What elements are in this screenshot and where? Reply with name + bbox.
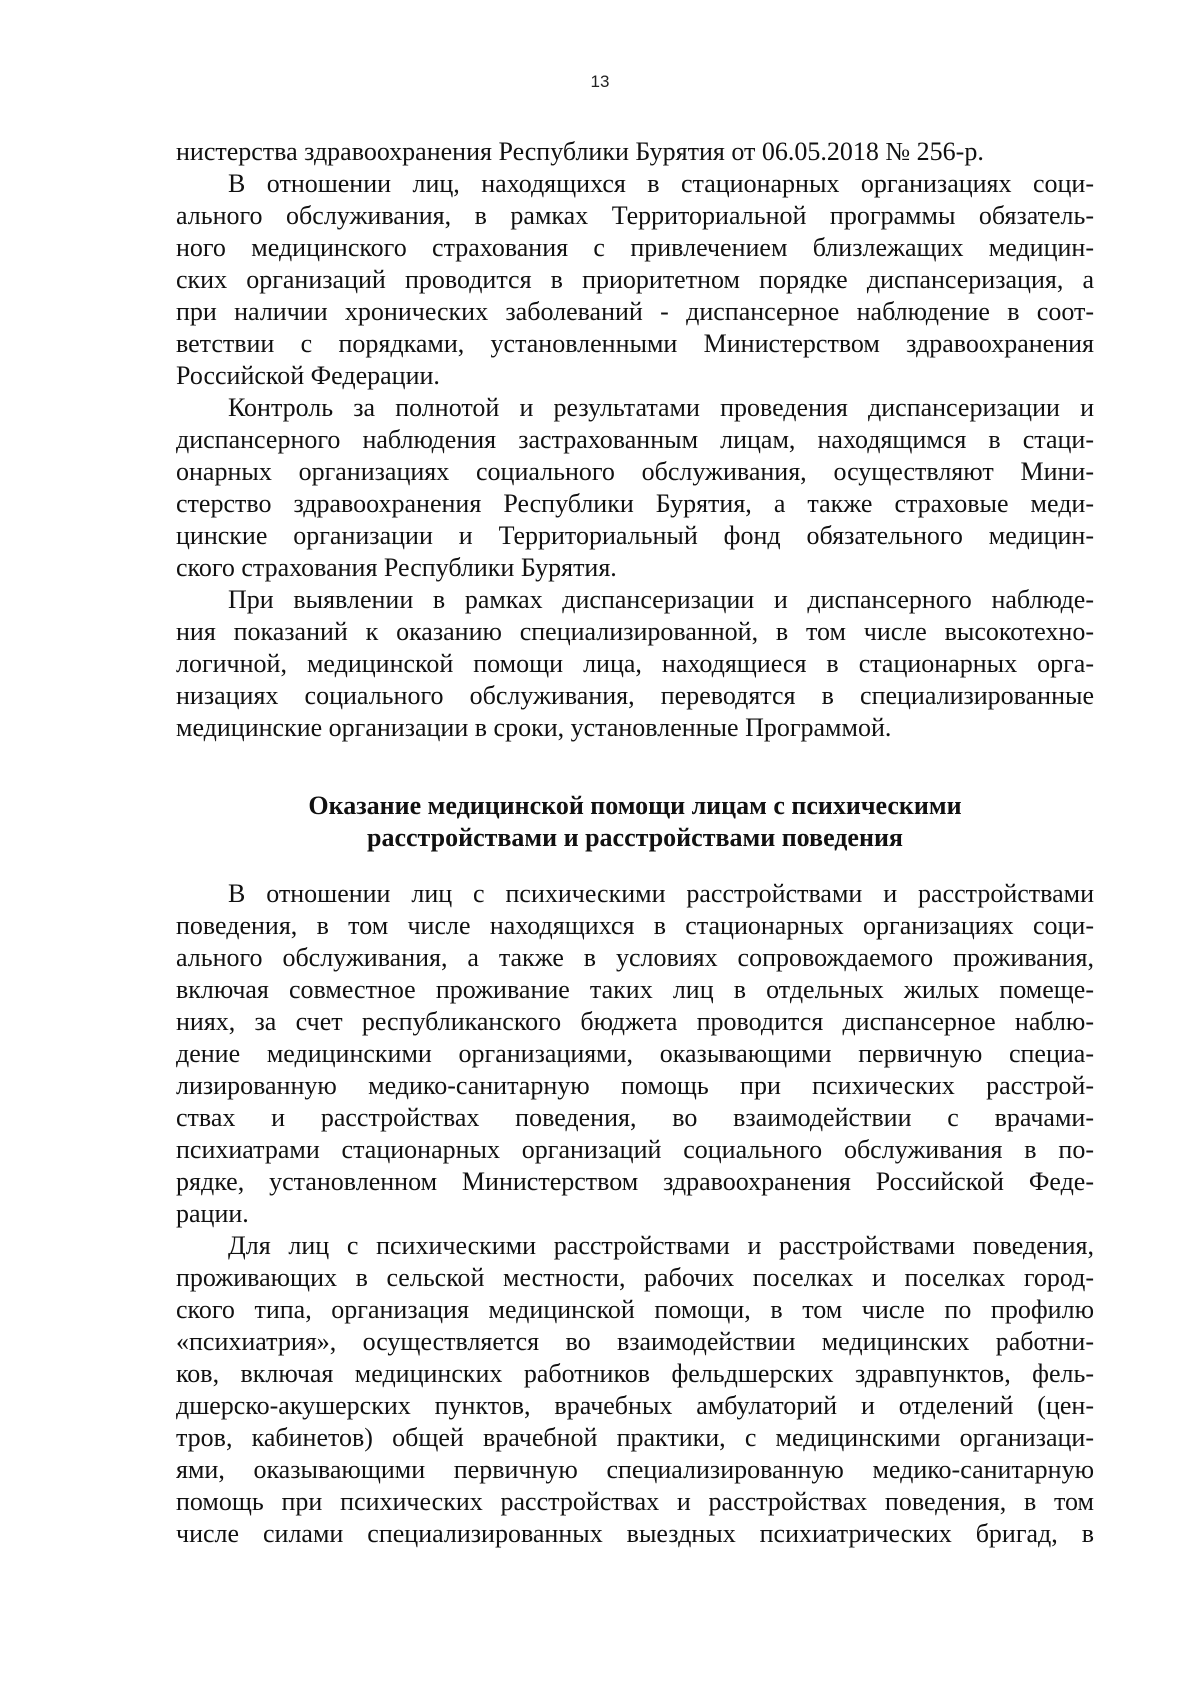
mental-health-text-line: ского типа, организация медицинской помощи, в том числе по профилю xyxy=(176,1295,1094,1324)
intro-text-line: ского страхования Республики Бурятия. xyxy=(176,553,617,582)
mental-health-text-line: рядке, установленном Министерством здравоохранения Российской Феде- xyxy=(176,1167,1094,1196)
mental-health-text-line: поведения, в том числе находящихся в стационарных организациях соци- xyxy=(176,911,1094,940)
intro-text-line: ских организаций проводится в приоритетном порядке диспансеризация, а xyxy=(176,265,1094,294)
intro-text-line: нистерства здравоохранения Республики Бурятия от 06.05.2018 № 256-р. xyxy=(176,137,984,166)
mental-health-text-line: «психиатрия», осуществляется во взаимодействии медицинских работни- xyxy=(176,1327,1094,1356)
intro-text-line: ного медицинского страхования с привлечением близлежащих медицин- xyxy=(176,233,1094,262)
mental-health-text-line: ков, включая медицинских работников фельдшерских здравпунктов, фель- xyxy=(176,1359,1094,1388)
mental-health-text-line: психиатрами стационарных организаций социального обслуживания в по- xyxy=(176,1135,1094,1164)
intro-text-line: диспансерного наблюдения застрахованным лицам, находящимся в стаци- xyxy=(176,425,1094,454)
intro-text-line: Контроль за полнотой и результатами проведения диспансеризации и xyxy=(228,393,1094,422)
intro-text-line: низациях социального обслуживания, переводятся в специализированные xyxy=(176,681,1094,710)
heading-line: расстройствами и расстройствами поведения xyxy=(367,823,903,852)
mental-health-text-line: лизированную медико-санитарную помощь при психических расстрой- xyxy=(176,1071,1094,1100)
intro-text-line: В отношении лиц, находящихся в стационарных организациях соци- xyxy=(228,169,1094,198)
intro-text-line: стерство здравоохранения Республики Бурятия, а также страховые меди- xyxy=(176,489,1094,518)
mental-health-text-line: ниях, за счет республиканского бюджета проводится диспансерное наблю- xyxy=(176,1007,1094,1036)
intro-text-line: цинские организации и Территориальный фонд обязательного медицин- xyxy=(176,521,1094,550)
mental-health-text-line: тров, кабинетов) общей врачебной практики, с медицинскими организаци- xyxy=(176,1423,1094,1452)
mental-health-text-line: проживающих в сельской местности, рабочих поселках и поселках город- xyxy=(176,1263,1094,1292)
intro-text-line: логичной, медицинской помощи лица, находящиеся в стационарных орга- xyxy=(176,649,1094,678)
intro-text-line: ветствии с порядками, установленными Министерством здравоохранения xyxy=(176,329,1094,358)
mental-health-text-line: ствах и расстройствах поведения, во взаимодействии с врачами- xyxy=(176,1103,1094,1132)
mental-health-text-line: помощь при психических расстройствах и расстройствах поведения, в том xyxy=(176,1487,1094,1516)
mental-health-text-line: Для лиц с психическими расстройствами и расстройствами поведения, xyxy=(228,1231,1094,1260)
intro-text-line: медицинские организации в сроки, установленные Программой. xyxy=(176,713,892,742)
section-heading xyxy=(176,790,1094,854)
mental-health-text-line: ями, оказывающими первичную специализированную медико-санитарную xyxy=(176,1455,1094,1484)
heading-line: Оказание медицинской помощи лицам с психическими xyxy=(308,791,962,820)
intro-text-line: ального обслуживания, в рамках Территориальной программы обязатель- xyxy=(176,201,1094,230)
mental-health-text-line: дшерско-акушерских пунктов, врачебных амбулаторий и отделений (цен- xyxy=(176,1391,1094,1420)
mental-health-text-line: числе силами специализированных выездных психиатрических бригад, в xyxy=(176,1519,1094,1548)
intro-text-line: При выявлении в рамках диспансеризации и диспансерного наблюде- xyxy=(228,585,1094,614)
text-block-intro xyxy=(176,136,1094,744)
intro-text-line: Российской Федерации. xyxy=(176,361,440,390)
page-number: 13 xyxy=(590,72,610,91)
intro-text-line: онарных организациях социального обслуживания, осуществляют Мини- xyxy=(176,457,1094,486)
intro-text-line: ния показаний к оказанию специализированной, в том числе высокотехно- xyxy=(176,617,1094,646)
mental-health-text-line: рации. xyxy=(176,1199,249,1228)
mental-health-text-line: дение медицинскими организациями, оказывающими первичную специа- xyxy=(176,1039,1094,1068)
intro-text-line: при наличии хронических заболеваний - диспансерное наблюдение в соот- xyxy=(176,297,1094,326)
mental-health-text-line: ального обслуживания, а также в условиях сопровождаемого проживания, xyxy=(176,943,1094,972)
mental-health-text-line: включая совместное проживание таких лиц в отдельных жилых помеще- xyxy=(176,975,1094,1004)
mental-health-text-line: В отношении лиц с психическими расстройствами и расстройствами xyxy=(228,879,1094,908)
text-block-mental-health xyxy=(176,878,1094,1550)
